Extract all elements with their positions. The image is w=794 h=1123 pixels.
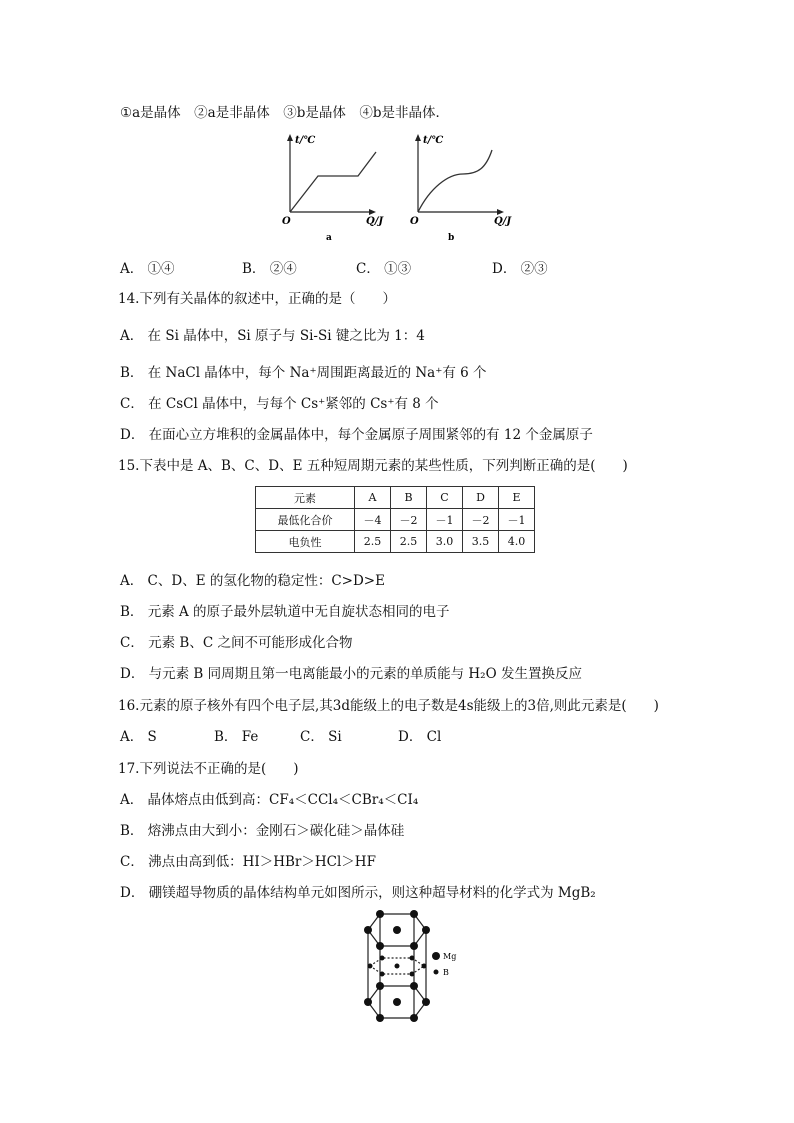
graph-a-ylabel: t/℃ (295, 135, 316, 146)
q15-table (255, 486, 535, 553)
table-header-cell: E (499, 487, 535, 509)
mg-atom (364, 926, 372, 934)
q14-option-d[interactable]: D． 在面心立方堆积的金属晶体中，每个金属原子周围紧邻的有 12 个金属原子 (120, 427, 593, 443)
q14-option-c[interactable]: C． 在 CsCl 晶体中，与每个 Cs⁺紧邻的 Cs⁺有 8 个 (120, 396, 439, 412)
table-row (256, 509, 535, 531)
b-atom (410, 956, 415, 961)
graph-a (280, 130, 390, 242)
table-header-cell: C (427, 487, 463, 509)
q13-option-d[interactable]: D． ②③ (492, 261, 548, 277)
table-cell: －1 (427, 509, 463, 531)
graph-b-curve (418, 150, 492, 212)
table-cell: 最低化合价 (256, 509, 355, 531)
b-atom (422, 964, 427, 969)
q13-option-a[interactable]: A． ①④ (120, 261, 175, 277)
q16-stem: 16.元素的原子核外有四个电子层,其3d能级上的电子数是4s能级上的3倍,则此元素是( ) (118, 698, 659, 714)
q17-option-d[interactable]: D． 硼镁超导物质的晶体结构单元如图所示，则这种超导材料的化学式为 MgB₂ (120, 885, 596, 901)
table-cell: 3.5 (463, 531, 499, 553)
q17-option-c[interactable]: C． 沸点由高到低：HI＞HBr＞HCl＞HF (120, 854, 376, 870)
graph-a-y-arrow (287, 134, 293, 141)
q13-statements: ①a是晶体 ②a是非晶体 ③b是晶体 ④b是非晶体． (120, 105, 449, 121)
graph-a-origin: O (282, 216, 291, 227)
q16-option-a[interactable]: A． S (120, 729, 157, 745)
mg-atom (376, 982, 384, 990)
mgb2-structure-figure (330, 908, 470, 1028)
mg-atom (364, 998, 372, 1006)
table-cell: 2.5 (355, 531, 391, 553)
mg-atom (410, 1014, 418, 1022)
table-header-cell: D (463, 487, 499, 509)
table-cell: －2 (463, 509, 499, 531)
graph-b-ylabel: t/℃ (423, 135, 444, 146)
b-atom (380, 972, 385, 977)
graph-b (408, 130, 518, 242)
graph-b-xlabel: Q/J (494, 216, 512, 227)
table-cell: －2 (391, 509, 427, 531)
q16-option-d[interactable]: D． Cl (398, 729, 442, 745)
legend-b-label: B (443, 968, 449, 977)
mg-atom (376, 942, 384, 950)
mg-atom (376, 910, 384, 918)
q15-option-c[interactable]: C． 元素 B、C 之间不可能形成化合物 (120, 635, 353, 651)
q15-option-b[interactable]: B． 元素 A 的原子最外层轨道中无自旋状态相同的电子 (120, 604, 450, 620)
q16-option-c[interactable]: C． Si (300, 729, 342, 745)
b-atom (380, 956, 385, 961)
table-header-row (256, 487, 535, 509)
legend-b-marker (434, 970, 439, 975)
graph-a-x-arrow (369, 209, 376, 215)
mg-atom (410, 982, 418, 990)
mg-atom (410, 910, 418, 918)
mg-atom (376, 1014, 384, 1022)
q17-option-a[interactable]: A． 晶体熔点由低到高：CF₄＜CCl₄＜CBr₄＜CI₄ (120, 792, 419, 808)
q15-option-a[interactable]: A． C、D、E 的氢化物的稳定性：C>D>E (120, 573, 385, 589)
graph-a-curve (290, 152, 376, 212)
mg-atom (410, 942, 418, 950)
q17-stem: 17.下列说法不正确的是( ) (118, 761, 299, 777)
q15-option-d[interactable]: D． 与元素 B 同周期且第一电离能最小的元素的单质能与 H₂O 发生置换反应 (120, 666, 582, 682)
graph-b-x-arrow (497, 209, 504, 215)
b-atom (395, 964, 400, 969)
q15-stem: 15.下表中是 A、B、C、D、E 五种短周期元素的某些性质，下列判断正确的是( ) (118, 458, 628, 474)
table-cell: 2.5 (391, 531, 427, 553)
mg-atom (393, 926, 401, 934)
q13-option-b[interactable]: B． ②④ (242, 261, 297, 277)
mg-atom (393, 998, 401, 1006)
q17-option-b[interactable]: B． 熔沸点由大到小：金刚石＞碳化硅＞晶体硅 (120, 823, 405, 839)
graph-b-y-arrow (415, 134, 421, 141)
table-cell: －4 (355, 509, 391, 531)
q16-option-b[interactable]: B． Fe (214, 729, 259, 745)
mg-atom (422, 926, 430, 934)
q14-option-a[interactable]: A． 在 Si 晶体中，Si 原子与 Si-Si 键之比为 1：4 (120, 328, 425, 344)
legend-mg-marker (432, 952, 440, 960)
table-header-cell: A (355, 487, 391, 509)
q14-option-b[interactable]: B． 在 NaCl 晶体中，每个 Na⁺周围距离最近的 Na⁺有 6 个 (120, 365, 487, 381)
mg-atom (422, 998, 430, 1006)
legend-mg-label: Mg (443, 952, 457, 961)
b-atom (410, 972, 415, 977)
table-header-cell: 元素 (256, 487, 355, 509)
graph-a-xlabel: Q/J (366, 216, 384, 227)
table-header-cell: B (391, 487, 427, 509)
graph-b-origin: O (410, 216, 419, 227)
table-row (256, 531, 535, 553)
graph-a-caption: a (326, 233, 332, 242)
b-atom (368, 964, 373, 969)
q14-stem: 14.下列有关晶体的叙述中，正确的是（ ） (118, 291, 396, 307)
table-cell: 电负性 (256, 531, 355, 553)
table-cell: 4.0 (499, 531, 535, 553)
table-cell: －1 (499, 509, 535, 531)
q13-option-c[interactable]: C． ①③ (356, 261, 412, 277)
graph-b-caption: b (448, 233, 455, 242)
table-cell: 3.0 (427, 531, 463, 553)
